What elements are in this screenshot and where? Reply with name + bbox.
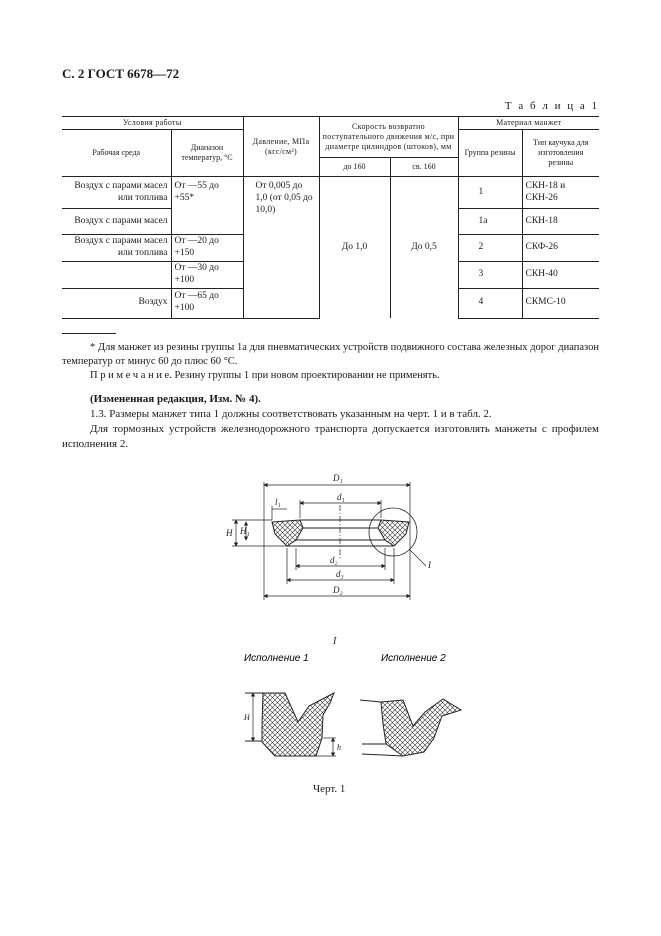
header-rubber: Тип каучука для изготовления резины [522,130,599,177]
variant-1-profile [245,693,336,756]
pressure-cell: От 0,005 до 1,0 (от 0,05 до 10,0) [243,177,319,289]
variant-2-label: Исполнение 2 [381,653,446,664]
header-speed-large: св. 160 [390,158,458,177]
dim-H1-label: H₁ [240,526,250,536]
detail-callout-circle [369,508,417,556]
seal-right-lip [378,520,409,546]
group-cell: 1а [458,209,522,235]
speed-large-cell: До 0,5 [390,177,458,319]
detail-title: I [333,636,337,647]
dim-d3-label: d₃ [336,569,344,579]
variant-1-H-label: H [244,713,250,722]
table-caption: Т а б л и ц а 1 [504,100,599,112]
dim-d1-label: d₁ [337,492,345,502]
header-conditions: Условия работы [62,117,243,130]
group-cell: 3 [458,261,522,288]
dim-d2-label: d₂ [330,555,338,565]
paragraph-brake: Для тормозных устройств железнодорожного транспорта допускается изготовлять манжеты с профилем исполнения 2. [62,423,599,450]
dim-D1-label: D₁ [333,473,343,483]
group-cell: 1 [458,177,522,209]
header-medium: Рабочая среда [62,130,171,177]
figure-caption: Черт. 1 [313,783,346,795]
temp-cell: От —30 до +100 [171,261,243,288]
rubber-cell: СКН-18 и СКН-26 [522,177,599,209]
dim-l1-label: l₁ [275,497,281,507]
footnote: * Для манжет из резины группы 1а для пневматических устройств подвижного состава железных дорог диапазон температур от минус 60 до плюс 60 °С. [62,342,599,367]
seal-section-view [272,505,426,566]
medium-cell: Воздух [62,288,171,318]
page-header: С. 2 ГОСТ 6678—72 [62,66,180,81]
temp-cell: От —55 до +55* [171,177,243,235]
rubber-cell: СКН-40 [522,261,599,288]
table-note [62,368,599,383]
note-text: Резину группы 1 при новом проектировании не применять. [174,370,440,381]
temp-cell: От —65 до +100 [171,288,243,318]
rubber-cell: СКН-18 [522,209,599,235]
header-speed-small: до 160 [319,158,390,177]
variant-2-profile [360,699,461,756]
dim-D2-label: D₂ [333,585,343,595]
medium-cell: Воздух с парами масел [62,209,171,235]
header-material: Материал манжет [458,117,599,130]
rubber-cell: СКФ-26 [522,235,599,262]
footnote-rule [62,333,116,334]
medium-cell: Воздух с парами масел или топлива [62,235,171,262]
operating-conditions-table [62,116,599,319]
note-label: П р и м е ч а н и е. [90,370,172,381]
temp-cell: От —20 до +150 [171,235,243,262]
paragraph-1-3: 1.3. Размеры манжет типа 1 должны соответствовать указанным на черт. 1 и в табл. 2. [90,408,492,420]
rubber-cell: СКМС-10 [522,288,599,318]
group-cell: 4 [458,288,522,318]
header-speed: Скорость возвратно поступательного движения м/с, при диаметре цилиндров (штоков), мм [319,117,458,158]
callout-label: I [428,560,431,570]
group-cell: 2 [458,235,522,262]
medium-cell: Воздух с парами масел или топлива [62,177,171,209]
variant-1-label: Исполнение 1 [244,653,309,664]
revision-note: (Измененная редакция, Изм. № 4). [90,393,261,405]
seal-left-lip [272,520,303,546]
header-temp: Диапазон температур, °С [171,130,243,177]
speed-small-cell: До 1,0 [319,177,390,319]
dim-H-label: H [226,528,233,538]
header-group: Группа резины [458,130,522,177]
header-pressure: Давление, МПа (кгс/см²) [243,117,319,177]
variant-1-h-label: h [337,743,341,752]
